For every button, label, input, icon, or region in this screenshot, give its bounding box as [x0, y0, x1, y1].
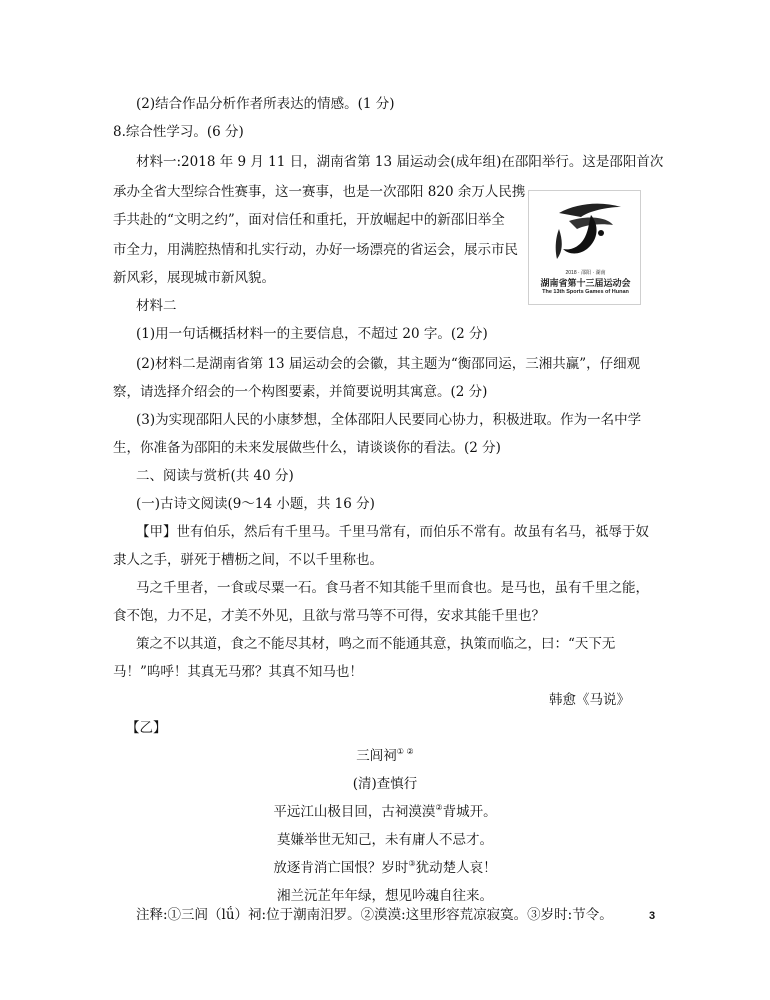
page-number: 3 [649, 910, 656, 922]
emblem-name-cn: 湖南省第十三届运动会 [540, 278, 631, 288]
material1-line: 新风彩，展现城市新风貌。 [113, 270, 275, 286]
poem-notes: 注释:①三闾（lǘ）祠:位于潮南汨罗。②漠漠:这里形容荒凉寂寞。③岁时:节令。 [136, 907, 613, 923]
yi-label: 【乙】 [126, 720, 167, 736]
q8-sub3: 生，你准备为邵阳的未来发展做些什么，请谈谈你的看法。(2 分) [113, 440, 501, 456]
sports-games-emblem [528, 190, 641, 305]
material1-line: 市全力，用满腔热情和扎实行动，办好一场漂亮的省运会，展示市民 [113, 242, 518, 258]
poem-line: 莫嫌举世无知己，未有庸人不忌才。 [277, 832, 493, 848]
jia-paragraph: 隶人之手，骈死于槽枥之间，不以千里称也。 [113, 552, 383, 568]
q7-part2: (2)结合作品分析作者所表达的情感。(1 分) [136, 96, 395, 112]
q8-title: 8.综合性学习。(6 分) [113, 124, 244, 140]
q8-sub1: (1)用一句话概括材料一的主要信息，不超过 20 字。(2 分) [136, 326, 488, 342]
q8-sub2: 察，请选择介绍会的一个构图要素，并简要说明其寓意。(2 分) [113, 384, 488, 400]
footnote-mark: ③ [408, 859, 416, 868]
jia-paragraph: 马之千里者，一食或尽粟一石。食马者不知其能千里而食也。是马也，虽有千里之能， [136, 580, 649, 596]
emblem-mark-icon [529, 195, 642, 265]
section-title: 二、阅读与赏析(共 40 分) [136, 468, 294, 484]
jia-paragraph: 食不饱，力不足，才美不外见，且欲与常马等不可得，安求其能千里也？ [113, 608, 545, 624]
poem-line: 放逐肯消亡国恨？岁时③犹动楚人哀！ [273, 859, 497, 876]
poem-line: 平远江山极目回，古祠漠漠②背城开。 [273, 803, 497, 820]
jia-source: 韩愈《马说》 [549, 692, 630, 708]
poem-author: (清)查慎行 [352, 776, 418, 792]
q8-sub2: (2)材料二是湖南省第 13 届运动会的会徽，其主题为“衡邵同运，三湘共赢”，仔细观 [136, 356, 641, 372]
material1-line: 手共赴的“文明之约”，面对信任和重托，开放崛起中的新邵旧举全 [113, 212, 505, 228]
emblem-name-en: The 13th Sports Games of Hunan [542, 289, 629, 295]
jia-paragraph: 马！”呜呼！其真无马邪？其真不知马也！ [113, 664, 363, 680]
material2-label: 材料二 [136, 298, 177, 314]
jia-paragraph: 【甲】世有伯乐，然后有千里马。千里马常有，而伯乐不常有。故虽有名马，祗辱于奴 [136, 524, 649, 540]
poem-title: 三闾祠① ② [356, 747, 414, 764]
jia-paragraph: 策之不以其道，食之不能尽其材，鸣之而不能通其意，执策而临之，曰：“天下无 [136, 636, 616, 652]
subsection-title: (一)古诗文阅读(9～14 小题，共 16 分) [136, 496, 375, 512]
footnote-mark: ② [435, 803, 443, 812]
material1-line: 材料一:2018 年 9 月 11 日，湖南省第 13 届运动会(成年组)在邵阳举行。这是邵阳首次 [136, 154, 664, 170]
poem-line: 湘兰沅芷年年绿，想见吟魂自往来。 [277, 888, 493, 904]
material1-line: 承办全省大型综合性赛事，这一赛事，也是一次邵阳 820 余万人民携 [113, 184, 526, 200]
emblem-top-text: 2018 · 邵阳 · 湖南 [565, 270, 606, 276]
footnote-marks: ① ② [396, 747, 414, 756]
q8-sub3: (3)为实现邵阳人民的小康梦想，全体邵阳人民要同心协力，积极进取。作为一名中学 [136, 412, 642, 428]
